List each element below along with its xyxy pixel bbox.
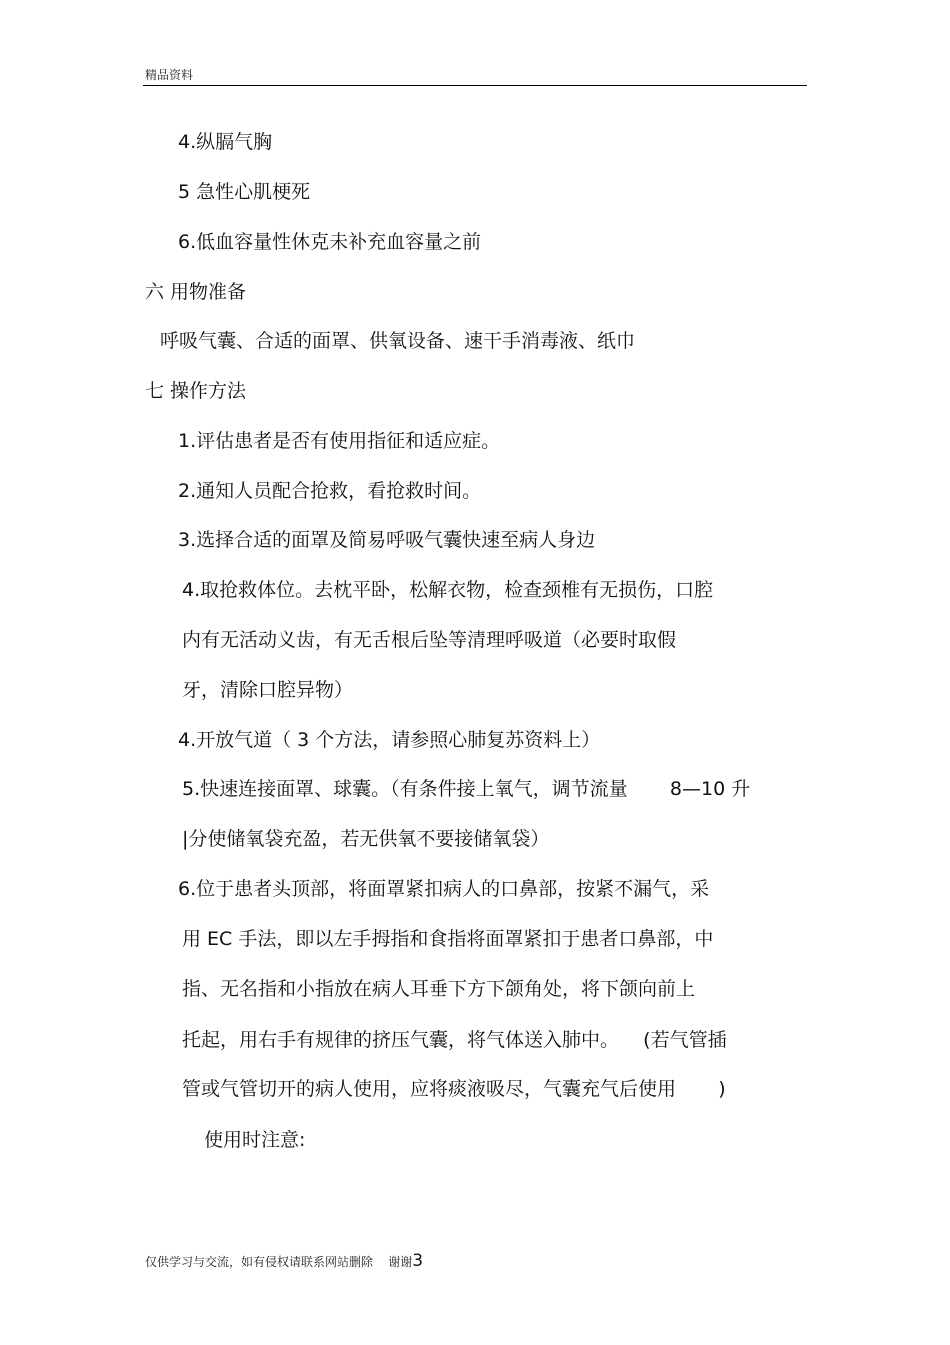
text-line: 牙，清除口腔异物） [182, 679, 354, 701]
header-label: 精品资料 [145, 68, 194, 82]
text-line: |分使储氧袋充盈，若无供氧不要接储氧袋） [182, 828, 550, 850]
text-line: 5.快速连接面罩、球囊。（有条件接上氧气，调节流量 8—10 升 [182, 778, 751, 800]
text-line: 呼吸气囊、合适的面罩、供氧设备、速干手消毒液、纸巾 [160, 330, 636, 352]
text-line: 3.选择合适的面罩及简易呼吸气囊快速至病人身边 [178, 529, 596, 551]
text-line: 管或气管切开的病人使用，应将痰液吸尽，气囊充气后使用 ) [182, 1078, 726, 1100]
text-line: 4.纵膈气胸 [178, 131, 273, 153]
section-heading: 七 操作方法 [145, 380, 247, 402]
text-line: 指、无名指和小指放在病人耳垂下方下颌角处，将下颌向前上 [182, 978, 696, 1000]
text-line: 托起，用右手有规律的挤压气囊，将气体送入肺中。 (若气管插 [182, 1029, 727, 1051]
text-line: 4.开放气道（ 3 个方法，请参照心肺复苏资料上） [178, 729, 601, 751]
header-divider [143, 85, 807, 86]
section-heading: 六 用物准备 [145, 281, 247, 303]
text-line: 1.评估患者是否有使用指征和适应症。 [178, 430, 501, 452]
page-footer [145, 1251, 423, 1271]
text-line: 用 EC 手法，即以左手拇指和食指将面罩紧扣于患者口鼻部，中 [182, 928, 714, 950]
text-line: 5 急性心肌梗死 [178, 181, 311, 203]
text-line: 内有无活动义齿，有无舌根后坠等清理呼吸道（必要时取假 [182, 629, 677, 651]
text-line: 6.位于患者头顶部，将面罩紧扣病人的口鼻部，按紧不漏气，采 [178, 878, 710, 900]
footer-note: 仅供学习与交流，如有侵权请联系网站删除 谢谢 [145, 1255, 413, 1269]
text-line: 2.通知人员配合抢救，看抢救时间。 [178, 480, 482, 502]
text-line: 4.取抢救体位。去枕平卧，松解衣物，检查颈椎有无损伤，口腔 [182, 579, 714, 601]
text-line: 使用时注意: [204, 1129, 306, 1151]
page-number: 3 [412, 1251, 424, 1271]
text-line: 6.低血容量性休克未补充血容量之前 [178, 231, 482, 253]
